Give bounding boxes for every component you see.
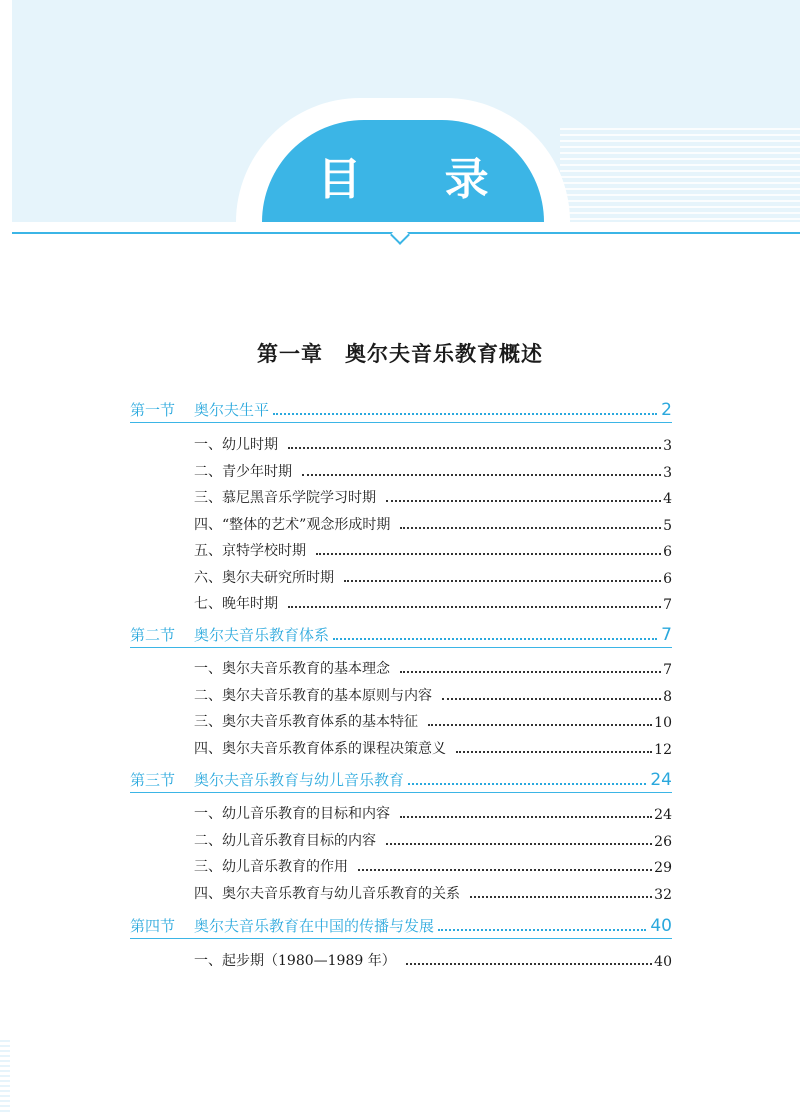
toc-section[interactable] xyxy=(130,912,672,936)
toc-item-title: 七、晚年时期 xyxy=(194,596,278,612)
page-title: 目 录 xyxy=(317,154,523,205)
toc-item-page: 4 xyxy=(663,491,672,507)
toc-item-page: 32 xyxy=(654,886,672,903)
toc-section[interactable] xyxy=(130,621,672,645)
leader-dots xyxy=(273,413,657,415)
toc-item[interactable] xyxy=(194,828,672,850)
leader-dots xyxy=(386,843,652,845)
section-rule xyxy=(130,647,672,648)
toc-item-title: 三、慕尼黑音乐学院学习时期 xyxy=(194,490,376,506)
leader-dots xyxy=(288,447,661,449)
leader-dots xyxy=(333,638,657,640)
leader-dots xyxy=(438,929,646,931)
toc-item-page: 5 xyxy=(663,517,672,534)
leader-dots xyxy=(302,474,661,476)
leader-dots xyxy=(400,816,652,818)
leader-dots xyxy=(288,606,661,608)
toc-item[interactable] xyxy=(194,683,672,705)
leader-dots xyxy=(386,500,661,502)
toc-item-page: 12 xyxy=(654,741,672,758)
toc-item[interactable] xyxy=(194,512,672,534)
toc-item[interactable] xyxy=(194,948,672,970)
toc-item-page: 7 xyxy=(663,662,672,678)
toc-section-title: 奥尔夫音乐教育与幼儿音乐教育 xyxy=(194,771,405,789)
toc-item-title: 五、京特学校时期 xyxy=(194,543,306,559)
toc-section-page: 7 xyxy=(661,625,672,645)
margin-stripes xyxy=(0,1040,10,1114)
toc-item-title: 四、奥尔夫音乐教育与幼儿音乐教育的关系 xyxy=(194,885,460,902)
toc-item[interactable] xyxy=(194,801,672,823)
toc-item[interactable] xyxy=(194,538,672,560)
leader-dots xyxy=(316,553,661,555)
toc-item-page: 29 xyxy=(654,860,672,876)
leader-dots xyxy=(442,698,661,700)
toc-item-page: 8 xyxy=(663,688,672,705)
toc-item-title: 二、奥尔夫音乐教育的基本原则与内容 xyxy=(194,687,432,704)
toc-section-number: 第一节 xyxy=(130,401,176,419)
toc-item[interactable] xyxy=(194,459,672,481)
leader-dots xyxy=(358,869,652,871)
toc-item[interactable] xyxy=(194,854,672,876)
toc-item-title: 四、奥尔夫音乐教育体系的课程决策意义 xyxy=(194,740,446,757)
toc-item[interactable] xyxy=(194,881,672,903)
leader-dots xyxy=(400,671,661,673)
toc-section[interactable] xyxy=(130,396,672,420)
toc-item[interactable] xyxy=(194,485,672,507)
toc-item-page: 24 xyxy=(654,807,672,823)
toc-section-title: 奥尔夫音乐教育体系 xyxy=(194,626,330,644)
header-stripes xyxy=(560,128,800,222)
toc-item-page: 6 xyxy=(663,570,672,587)
toc-item-title: 四、“整体的艺术”观念形成时期 xyxy=(194,516,391,533)
toc-item-page: 40 xyxy=(654,954,672,970)
toc-item-title: 三、幼儿音乐教育的作用 xyxy=(194,859,348,875)
toc-item[interactable] xyxy=(194,656,672,678)
toc-item-title: 一、起步期（1980—1989 年） xyxy=(194,953,396,969)
toc-item-page: 26 xyxy=(654,833,672,850)
toc-item[interactable] xyxy=(194,565,672,587)
toc-section-title: 奥尔夫生平 xyxy=(194,401,270,419)
toc-item-title: 六、奥尔夫研究所时期 xyxy=(194,569,334,586)
toc-item-page: 10 xyxy=(654,715,672,731)
toc-item-title: 二、幼儿音乐教育目标的内容 xyxy=(194,832,376,849)
leader-dots xyxy=(400,527,661,529)
toc-item-page: 6 xyxy=(663,544,672,560)
chapter-heading xyxy=(0,338,800,368)
toc-item[interactable] xyxy=(194,432,672,454)
header-notch xyxy=(390,225,410,245)
section-rule xyxy=(130,938,672,939)
toc-item-page: 7 xyxy=(663,597,672,613)
toc-item[interactable] xyxy=(194,736,672,758)
toc-item-title: 一、幼儿音乐教育的目标和内容 xyxy=(194,806,390,822)
toc-item-title: 二、青少年时期 xyxy=(194,463,292,480)
toc-section-page: 2 xyxy=(661,400,672,420)
toc-section-title: 奥尔夫音乐教育在中国的传播与发展 xyxy=(194,917,435,935)
leader-dots xyxy=(406,963,652,965)
toc-section-number: 第三节 xyxy=(130,771,176,789)
leader-dots xyxy=(470,896,652,898)
toc-item-page: 3 xyxy=(663,464,672,481)
chapter-number: 第一章 xyxy=(257,342,323,366)
toc-section-number: 第二节 xyxy=(130,626,176,644)
toc-section-page: 24 xyxy=(650,770,672,790)
section-rule xyxy=(130,422,672,423)
toc-item-title: 三、奥尔夫音乐教育体系的基本特征 xyxy=(194,714,418,730)
leader-dots xyxy=(408,783,646,785)
toc-item-page: 3 xyxy=(663,438,672,454)
toc-section-page: 40 xyxy=(650,916,672,936)
toc-item-title: 一、奥尔夫音乐教育的基本理念 xyxy=(194,661,390,677)
toc-item[interactable] xyxy=(194,591,672,613)
leader-dots xyxy=(456,751,652,753)
leader-dots xyxy=(344,580,661,582)
toc-item[interactable] xyxy=(194,709,672,731)
leader-dots xyxy=(428,724,652,726)
section-rule xyxy=(130,792,672,793)
toc-item-title: 一、幼儿时期 xyxy=(194,437,278,453)
toc-section-number: 第四节 xyxy=(130,917,176,935)
toc-section[interactable] xyxy=(130,766,672,790)
chapter-title: 奥尔夫音乐教育概述 xyxy=(345,342,543,366)
